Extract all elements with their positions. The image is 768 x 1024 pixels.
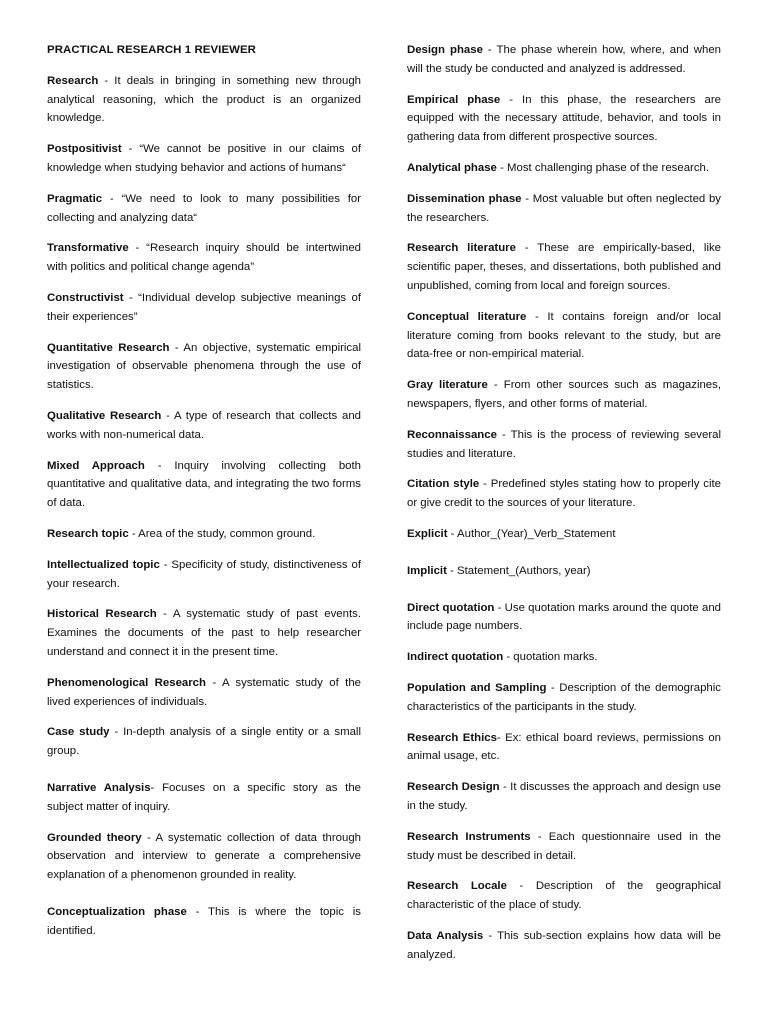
entry-research-topic bbox=[47, 525, 361, 544]
entry-term: Postpositivist bbox=[47, 143, 122, 156]
entry-research-literature bbox=[407, 239, 721, 295]
entry-mixed-approach bbox=[47, 457, 361, 513]
entry-definition: - An objective, systematic empirical investigation of observable phenomena through the use of statistics. bbox=[47, 341, 361, 392]
entry-postpositivist bbox=[47, 140, 361, 178]
entry-term: Narrative Analysis bbox=[47, 781, 151, 794]
entry-term: Grounded theory bbox=[47, 831, 142, 844]
right-column bbox=[407, 41, 721, 976]
entry-implicit bbox=[407, 562, 721, 581]
entry-phenomenological-research bbox=[47, 674, 361, 712]
entry-direct-quotation bbox=[407, 599, 721, 637]
entry-term: Phenomenological Research bbox=[47, 676, 206, 689]
entry-conceptualization-phase bbox=[47, 903, 361, 941]
entry-term: Gray literature bbox=[407, 379, 488, 392]
entry-term: Research Locale bbox=[407, 880, 507, 893]
entry-definition: - Each questionnaire used in the study must be described in detail. bbox=[407, 830, 721, 862]
entry-term: Empirical phase bbox=[407, 93, 501, 106]
entry-term: Qualitative Research bbox=[47, 409, 162, 422]
page-title: PRACTICAL RESEARCH 1 REVIEWER bbox=[47, 44, 257, 56]
entry-explicit bbox=[407, 525, 721, 544]
entry-transformative bbox=[47, 239, 361, 277]
entry-narrative-analysis bbox=[47, 779, 361, 817]
entry-term: Research Design bbox=[407, 781, 500, 794]
entry-definition: - Most valuable but often neglected by the researchers. bbox=[407, 192, 721, 224]
entry-term: Direct quotation bbox=[407, 601, 495, 614]
entry-term: Data Analysis bbox=[407, 929, 484, 942]
entry-term: Indirect quotation bbox=[407, 651, 504, 664]
entry-term: Intellectualized topic bbox=[47, 558, 160, 571]
entry-definition: - In this phase, the researchers are equipped with the necessary attitude, behavior, and tools in gathering data from different prospective sources. bbox=[407, 93, 721, 144]
entry-definition: - Statement_(Authors, year) bbox=[446, 564, 591, 577]
entry-grounded-theory bbox=[47, 829, 361, 885]
entry-definition: - quotation marks. bbox=[503, 651, 598, 664]
entry-case-study bbox=[47, 723, 361, 761]
entry-definition: - Use quotation marks around the quote and include page numbers. bbox=[407, 601, 722, 633]
left-column bbox=[47, 41, 361, 952]
entry-definition: - Ex: ethical board reviews, permissions on animal usage, etc. bbox=[407, 731, 721, 763]
entry-definition: - This sub-section explains how data will be analyzed. bbox=[407, 929, 721, 961]
entry-dissemination-phase bbox=[407, 190, 721, 228]
entry-term: Case study bbox=[47, 726, 110, 739]
entry-definition: - Predefined styles stating how to properly cite or give credit to the sources of your literature. bbox=[407, 478, 722, 510]
entry-research-instruments bbox=[407, 828, 721, 866]
entry-term: Analytical phase bbox=[407, 161, 497, 174]
entry-term: Reconnaissance bbox=[407, 428, 497, 441]
entry-definition: - A systematic study of past events. Examines the documents of the past to help researcher understand and connect it in the present time. bbox=[47, 608, 361, 658]
entry-definition: - It contains foreign and/or local literature coming from books relevant to the study, but are data-free or non-empirical material. bbox=[407, 310, 721, 361]
entry-definition: - “We cannot be positive in our claims of knowledge when studying behavior and actions of humans“ bbox=[47, 143, 361, 174]
entry-definition: - This is the process of reviewing several studies and literature. bbox=[407, 428, 721, 460]
entry-analytical-phase bbox=[407, 159, 721, 178]
entry-definition: - Focuses on a specific story as the subject matter of inquiry. bbox=[47, 781, 362, 813]
entry-definition: - Area of the study, common ground. bbox=[128, 527, 316, 540]
entry-definition: - Inquiry involving collecting both quantitative and qualitative data, and integrating the two forms of data. bbox=[47, 459, 361, 510]
entry-term: Transformative bbox=[47, 242, 129, 255]
entry-term: Research Ethics bbox=[407, 731, 497, 744]
entry-research bbox=[47, 72, 361, 128]
entry-intellectualized-topic bbox=[47, 556, 361, 594]
entry-definition: - “Individual develop subjective meanings of their experiences” bbox=[47, 291, 361, 323]
entry-conceptual-literature bbox=[407, 308, 721, 364]
entry-data-analysis bbox=[407, 927, 721, 965]
entry-gray-literature bbox=[407, 376, 721, 414]
entry-definition: - A type of research that collects and works with non-numerical data. bbox=[47, 409, 361, 441]
entry-term: Research topic bbox=[47, 527, 129, 540]
entry-definition: - The phase wherein how, where, and when will the study be conducted and analyzed is addressed. bbox=[407, 44, 721, 75]
entry-qualitative-research bbox=[47, 407, 361, 445]
entry-definition: - A systematic collection of data through observation and interview to generate a comprehensive explanation of a phenomenon grounded in reality. bbox=[47, 831, 361, 882]
entry-term: Dissemination phase bbox=[407, 192, 522, 205]
entry-term: Conceptualization phase bbox=[47, 905, 187, 918]
entry-constructivist bbox=[47, 289, 361, 327]
entry-term: Implicit bbox=[407, 564, 447, 577]
entry-term: Pragmatic bbox=[47, 192, 103, 205]
entry-definition: - Author_(Year)_Verb_Statement bbox=[447, 527, 616, 540]
entry-empirical-phase bbox=[407, 91, 721, 147]
entry-definition: - Description of the demographic characteristics of the participants in the study. bbox=[407, 681, 721, 713]
entry-term: Historical Research bbox=[47, 608, 157, 621]
entry-research-locale bbox=[407, 877, 721, 915]
entry-definition: - Specificity of study, distinctiveness of your research. bbox=[47, 558, 362, 590]
entry-definition: - A systematic study of the lived experiences of individuals. bbox=[47, 676, 361, 708]
entry-design-phase bbox=[407, 41, 721, 79]
entry-term: Mixed Approach bbox=[47, 459, 145, 472]
entry-term: Research literature bbox=[407, 242, 516, 255]
entry-term: Citation style bbox=[407, 478, 480, 491]
entry-citation-style bbox=[407, 475, 721, 513]
entry-reconnaissance bbox=[407, 426, 721, 464]
entry-quantitative-research bbox=[47, 339, 361, 395]
entry-definition: - Description of the geographical characteristic of the place of study. bbox=[407, 880, 722, 912]
entry-term: Research bbox=[47, 74, 99, 87]
entry-term: Population and Sampling bbox=[407, 681, 547, 694]
entry-research-design bbox=[407, 778, 721, 816]
entry-definition: - “Research inquiry should be intertwined with politics and political change agenda” bbox=[47, 242, 361, 274]
entry-population-and-sampling bbox=[407, 679, 721, 717]
entry-historical-research bbox=[47, 605, 361, 661]
entry-definition: - It deals in bringing in something new through analytical reasoning, which the product is an organized knowledge. bbox=[47, 74, 361, 125]
entry-definition: - Most challenging phase of the research. bbox=[496, 161, 710, 174]
entry-term: Research Instruments bbox=[407, 830, 531, 843]
entry-definition: - In-depth analysis of a single entity or a small group. bbox=[47, 726, 361, 758]
entry-definition: - This is where the topic is identified. bbox=[47, 905, 361, 937]
entry-term: Quantitative Research bbox=[47, 341, 170, 354]
entry-term: Explicit bbox=[407, 527, 448, 540]
entry-pragmatic bbox=[47, 190, 361, 228]
entry-term: Constructivist bbox=[47, 291, 124, 304]
entry-term: Design phase bbox=[407, 44, 483, 56]
entry-definition: - “We need to look to many possibilities for collecting and analyzing data“ bbox=[47, 192, 361, 224]
entry-definition: - From other sources such as magazines, newspapers, flyers, and other forms of material. bbox=[407, 379, 721, 410]
entry-indirect-quotation bbox=[407, 648, 721, 667]
entry-definition: - These are empirically-based, like scientific paper, theses, and dissertations, both published and unpublished, coming from local and foreign sources. bbox=[407, 242, 721, 292]
entry-term: Conceptual literature bbox=[407, 310, 527, 323]
entry-definition: - It discusses the approach and design use in the study. bbox=[407, 781, 721, 812]
entry-research-ethics bbox=[407, 729, 721, 767]
